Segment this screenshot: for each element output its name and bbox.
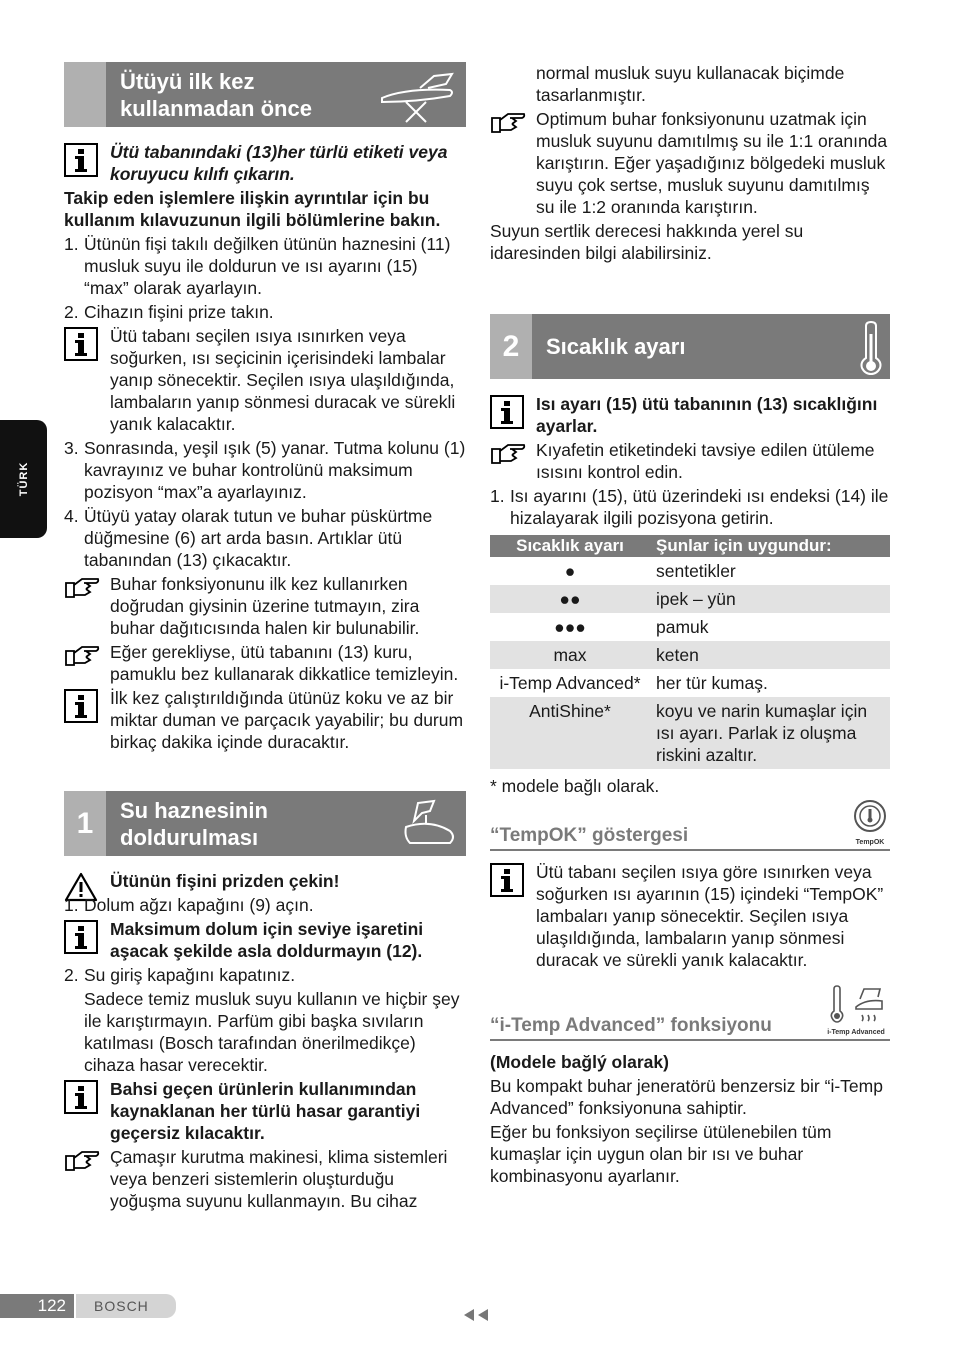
table-cell: i-Temp Advanced*: [499, 673, 641, 693]
tip-note: [490, 439, 890, 483]
info-note: [64, 687, 466, 753]
section-title: Su haznesinin doldurulması: [120, 797, 268, 850]
body-paragraph: Sadece temiz musluk suyu kullanın ve hiçbir şey ile karıştırmayın. Parfüm gibi başka sıvıların katılması (Bosch tarafından önerilmedikçe) cihaza hasar verecektir.: [84, 989, 460, 1075]
step-item: [490, 485, 890, 529]
note-text: Bahsi geçen ürünlerin kullanımından kaynaklanan her türlü hasar garantiyi geçersiz kılacaktır.: [110, 1079, 421, 1143]
tip-note: [64, 573, 466, 639]
pointing-hand-icon: [64, 1148, 100, 1174]
page-footer: [0, 1294, 954, 1324]
warning-note: [64, 870, 466, 892]
left-column: [64, 62, 466, 1214]
table-row: [490, 557, 890, 585]
info-note: [64, 141, 466, 185]
column-header: Sıcaklık ayarı: [490, 535, 650, 557]
step-text: Su giriş kapağını kapatınız.: [84, 965, 296, 985]
section-number-block: [64, 62, 106, 127]
section-header-before-first-use: [64, 62, 466, 127]
note-text: Isı ayarı (15) ütü tabanının (13) sıcaklığını ayarlar.: [536, 394, 878, 436]
section-header-temperature: [490, 314, 890, 379]
table-footnote: * modele bağlı olarak.: [490, 776, 660, 796]
tip-note: [64, 641, 466, 685]
pointing-hand-icon: [64, 575, 100, 601]
section-title: Sıcaklık ayarı: [546, 334, 686, 359]
info-note: [490, 861, 890, 971]
tip-text: Kıyafetin etiketindeki tavsiye edilen ütüleme ısısını kontrol edin.: [536, 440, 875, 482]
step-item: [64, 437, 466, 503]
table-row: [490, 613, 890, 641]
body-paragraph: Eğer bu fonksiyon seçilirse ütülenebilen tüm kumaşlar için uygun olan bir ısı ve buhar kombinasyonu ayarlanır.: [490, 1122, 832, 1186]
tempok-icon: [853, 799, 887, 833]
temperature-table: [490, 535, 890, 769]
pointing-hand-icon: [490, 441, 526, 467]
step-text: Cihazın fişini prize takın.: [84, 302, 274, 322]
language-tab: [0, 420, 47, 538]
warning-text: Ütünün fişini prizden çekin!: [110, 871, 340, 891]
column-header: Şunlar için uygundur:: [650, 535, 890, 557]
subsection-header-itemp: [490, 989, 890, 1041]
step-text: Ütünün fişi takılı değilken ütünün haznesini (11) musluk suyu ile doldurun ve ısı ayarını (15) “max” olarak ayarlayın.: [84, 234, 451, 298]
step-text: Dolum ağzı kapağını (9) açın.: [84, 895, 314, 915]
table-cell: keten: [650, 641, 890, 669]
step-number: 2.: [64, 965, 79, 985]
step-text: Ütüyü yatay olarak tutun ve buhar püskürtme düğmesine (6) art arda basın. Artıklar ütü tabanından (13) çıkacaktır.: [84, 506, 433, 570]
note-text: Ütü tabanı seçilen ısıya göre ısınırken veya soğurken ısı ayarının (15) içindeki “TempOK” lambaları yanıp sönecektir. Seçilen ısıya ulaşıldığında, lambaların yanıp sönmesi duracak ve sürekli yanık kalacaktır.: [536, 862, 884, 970]
step-number: 1.: [64, 234, 79, 254]
itemp-icon: [826, 985, 886, 1023]
page-number: 122: [0, 1294, 74, 1318]
info-icon: [64, 920, 98, 954]
step-number: 2.: [64, 302, 79, 322]
note-text: Ütü tabanındaki (13)her türlü etiketi veya koruyucu kılıfı çıkarın.: [110, 142, 448, 184]
table-row: [490, 641, 890, 669]
step-number: 4.: [64, 506, 79, 526]
nav-back-icon[interactable]: [462, 1306, 490, 1328]
body-paragraph: Bu kompakt buhar jeneratörü benzersiz bir “i-Temp Advanced” fonksiyonuna sahiptir.: [490, 1076, 883, 1118]
brand-label: BOSCH: [76, 1294, 176, 1318]
table-header-row: [490, 535, 890, 557]
double-left-arrow-icon[interactable]: [462, 1308, 490, 1322]
step-item: [64, 233, 466, 299]
info-note: [64, 1078, 466, 1144]
table-row: [490, 585, 890, 613]
step-number: 3.: [64, 438, 79, 458]
info-icon: [490, 395, 524, 429]
step-item: [64, 301, 466, 323]
table-cell: sentetikler: [656, 561, 736, 581]
info-icon: [64, 143, 98, 177]
tip-note: [490, 108, 890, 218]
step-number: 1.: [64, 895, 79, 915]
section-number: 2: [490, 314, 532, 379]
info-icon: [64, 689, 98, 723]
body-paragraph: Suyun sertlik derecesi hakkında yerel su idaresinden bilgi alabilirsiniz.: [490, 221, 804, 263]
info-icon: [64, 327, 98, 361]
ironing-board-icon: [376, 68, 460, 124]
note-text: Ütü tabanı seçilen ısıya ısınırken veya soğurken, ısı seçicinin içerisindeki lambalar yanıp sönecektir. Seçilen ısıya ulaşıldığında, lambaların yanıp sönmesi duracak ve sürekli yanık kalacaktır.: [110, 326, 456, 434]
table-cell: ipek – yün: [650, 585, 890, 613]
subsection-header-tempok: [490, 813, 890, 851]
tip-note: [64, 1146, 466, 1212]
step-text: Isı ayarını (15), ütü üzerindeki ısı endeksi (14) ile hizalayarak ilgili pozisyona getirin.: [510, 486, 889, 528]
tempok-badge: [850, 799, 890, 847]
section-number: 1: [64, 791, 106, 856]
itemp-badge: [822, 985, 890, 1037]
itemp-icon-label: i-Temp Advanced: [827, 1029, 885, 1036]
table-cell: koyu ve narin kumaşlar için ısı ayarı. Parlak iz oluşma riskini azaltır.: [650, 697, 890, 769]
intro-text: Takip eden işlemlere ilişkin ayrıntılar için bu kullanım kılavuzunun ilgili bölümlerine bakın.: [64, 188, 441, 230]
step-number: 1.: [490, 486, 505, 506]
step-item: [64, 505, 466, 571]
section-title: Ütüyü ilk kez kullanmadan önce: [120, 68, 312, 121]
table-cell: AntiShine*: [490, 697, 650, 769]
section-header-filling-tank: [64, 791, 466, 856]
tip-text: Çamaşır kurutma makinesi, klima sistemleri veya benzeri sistemlerin oluşturduğu yoğuşma suyunu kullanmayın. Bu cihaz: [110, 1147, 448, 1211]
tip-text: Buhar fonksiyonunu ilk kez kullanırken doğrudan giysinin üzerine tutmayın, zira buhar dağıtıcısında halen kir bulunabilir.: [110, 574, 420, 638]
iron-filling-icon: [400, 797, 460, 853]
tempok-icon-label: TempOK: [855, 839, 885, 846]
subsection-title: “TempOK” göstergesi: [490, 825, 689, 846]
table-row: [490, 697, 890, 769]
subsection-title: “i-Temp Advanced” fonksiyonu: [490, 1015, 772, 1036]
model-dependent-note: (Modele bağlý olarak): [490, 1052, 669, 1072]
right-column: [490, 62, 890, 1189]
note-text: İlk kez çalıştırıldığında ütünüz koku ve az bir miktar duman ve parçacık yayabilir; bu durum birkaç dakika içinde duracaktır.: [110, 688, 464, 752]
pointing-hand-icon: [64, 643, 100, 669]
info-note: [64, 325, 466, 435]
tip-text: Eğer gerekliyse, ütü tabanını (13) kuru, pamuklu bez kullanarak dikkatlice temizleyin.: [110, 642, 459, 684]
info-note: [490, 393, 890, 437]
table-cell: ●●: [490, 585, 650, 613]
table-cell: max: [490, 641, 650, 669]
step-item: [64, 894, 466, 916]
language-label: TÜRK: [17, 461, 30, 497]
continued-text: normal musluk suyu kullanacak biçimde tasarlanmıştır.: [536, 63, 845, 105]
info-note: [64, 918, 466, 962]
table-row: [490, 669, 890, 697]
tip-text: Optimum buhar fonksiyonunu uzatmak için musluk suyunu damıtılmış su ile 1:1 oranında karıştırın. Eğer yaşadığınız bölgedeki musluk suyu çok sertse, musluk suyunu damıtılmış su ile 1:2 oranında karıştırın.: [536, 109, 888, 217]
table-cell: ●●●: [554, 617, 586, 637]
note-text: Maksimum dolum için seviye işaretini aşacak şekilde asla doldurmayın (12).: [110, 919, 424, 961]
step-item: [64, 964, 466, 986]
thermometer-icon: [856, 320, 886, 376]
table-cell: pamuk: [656, 617, 709, 637]
table-cell: ●: [564, 561, 576, 581]
info-icon: [490, 863, 524, 897]
info-icon: [64, 1080, 98, 1114]
pointing-hand-icon: [490, 110, 526, 136]
step-text: Sonrasında, yeşil ışık (5) yanar. Tutma kolunu (1) kavrayınız ve buhar kontrolünü maksimum pozisyon “max”a ayarlayınız.: [84, 438, 466, 502]
table-cell: her tür kumaş.: [656, 673, 768, 693]
